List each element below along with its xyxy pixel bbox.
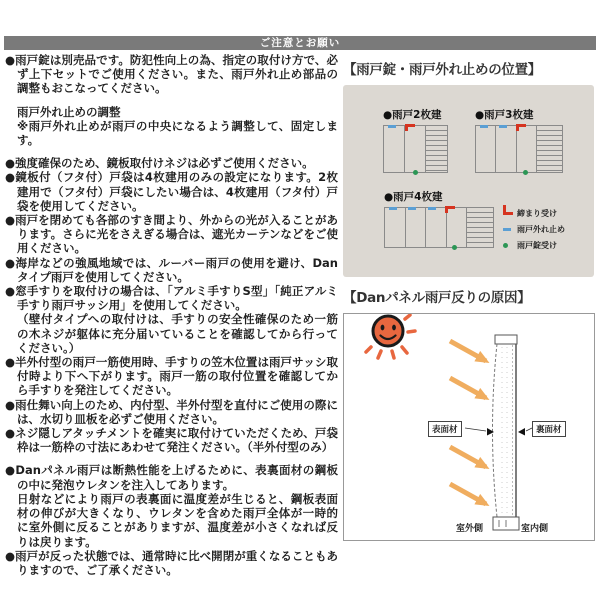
note-text: 日射などにより雨戸の表裏面に温度差が生じると、鋼板表面材の伸びが大きくなり、ウレタンを含めた雨戸全体が一時的に室外側に反ることがありますが、温度差が小さくなれば反りは戻ります。 bbox=[17, 491, 338, 549]
bullet-icon: ● bbox=[5, 548, 16, 563]
bullet-icon: ● bbox=[5, 255, 16, 270]
note-gap bbox=[5, 454, 338, 463]
note-text: 雨戸錠は別売品です。防犯性向上の為、指定の取付け方で、必ず上下セットでご使用ください。また、雨戸外れ止め部品の調整もおこなってください。 bbox=[15, 53, 338, 96]
shutter-panel bbox=[476, 126, 496, 172]
notice-header-title: ご注意とお願い bbox=[259, 37, 341, 49]
warp-section-title: 【Danパネル雨戸反りの原因】 bbox=[343, 290, 531, 306]
note-text: ネジ隠しアタッチメントを確実に取付けていただくため、戸袋枠は一筋枠の寸法にあわせて発注ください。（半外付型のみ） bbox=[15, 426, 338, 455]
shutter-diagram-3-panel bbox=[475, 107, 563, 173]
note-item bbox=[5, 426, 338, 454]
note-item bbox=[5, 170, 338, 213]
note-item bbox=[5, 119, 338, 147]
note-item bbox=[5, 549, 338, 577]
shutter-diagram-2-panel bbox=[383, 107, 448, 173]
indoor-side-label: 室内側 bbox=[521, 524, 549, 534]
note-text: 雨仕舞い向上のため、内付型、半外付型を直付にご使用の際には、水切り皿板を必ずご使用ください。 bbox=[15, 397, 338, 426]
note-gap bbox=[5, 147, 338, 156]
shutter-panel bbox=[405, 126, 426, 172]
note-text: 雨戸を閉めても各部のすき間より、外からの光が入ることがあります。さらに光をさえぎる場合は、遮光カーテンなどをご使用ください。 bbox=[15, 213, 338, 256]
lock-keeper-mark bbox=[452, 245, 457, 250]
position-section-title: 【雨戸錠・雨戸外れ止めの位置】 bbox=[343, 62, 541, 78]
legend-row bbox=[503, 221, 565, 237]
shutter-panel bbox=[406, 208, 427, 247]
detach-stopper-icon bbox=[503, 228, 517, 231]
note-item bbox=[5, 213, 338, 256]
lock-keeper-mark bbox=[523, 170, 528, 175]
shutter-case bbox=[537, 126, 562, 172]
bullet-icon: ● bbox=[5, 156, 16, 171]
note-item bbox=[5, 492, 338, 549]
bullet-icon: ● bbox=[5, 426, 16, 441]
back-material-label: 裏面材 bbox=[532, 421, 566, 437]
shutter-diagram-4-panel bbox=[384, 189, 494, 248]
note-gap bbox=[5, 96, 338, 105]
note-text: （壁付タイプへの取付けは、手すりの安全性確保のため一筋の木ネジが躯体に充分届いていることを確認してから行ってください。） bbox=[17, 312, 338, 355]
shutter-diagram-label: ●雨戸3枚建 bbox=[475, 109, 534, 121]
label-pointer-icons bbox=[465, 428, 532, 436]
shutter-panels bbox=[383, 125, 448, 173]
lock-keeper-mark bbox=[413, 170, 418, 175]
bullet-icon: ● bbox=[5, 355, 16, 370]
note-item bbox=[5, 398, 338, 426]
bullet-icon: ● bbox=[5, 397, 16, 412]
legend-row bbox=[503, 237, 565, 253]
note-text: 強度確保のため、鏡板取付けネジは必ずご使用ください。 bbox=[15, 156, 314, 171]
notice-header-bar bbox=[4, 36, 596, 50]
legend-row bbox=[503, 205, 565, 221]
notes-list bbox=[5, 53, 338, 577]
lock-keeper-icon bbox=[503, 243, 517, 248]
shutter-panel bbox=[384, 126, 405, 172]
shutter-panel bbox=[517, 126, 537, 172]
shutter-panel bbox=[385, 208, 406, 247]
note-text: 窓手すりを取付けの場合は、「アルミ手すりS型」「純正アルミ手すり雨戸サッシ用」を使用してください。 bbox=[15, 284, 338, 313]
latch-keeper-mark bbox=[445, 206, 455, 209]
legend-label: 雨戸外れ止め bbox=[517, 224, 565, 234]
sun-icon bbox=[366, 315, 415, 358]
shutter-panel bbox=[426, 208, 447, 247]
warp-diagram-box bbox=[343, 313, 595, 541]
outdoor-side-label: 室外側 bbox=[456, 524, 484, 534]
note-item bbox=[5, 312, 338, 355]
bullet-icon: ● bbox=[5, 53, 16, 67]
note-item bbox=[5, 53, 338, 96]
detach-stopper-mark bbox=[389, 207, 397, 210]
latch-keeper-mark bbox=[405, 124, 415, 127]
shutter-panels bbox=[475, 125, 563, 173]
latch-keeper-mark bbox=[516, 124, 526, 127]
legend-label: 雨戸錠受け bbox=[517, 240, 557, 250]
detach-stopper-mark bbox=[428, 207, 436, 210]
detach-stopper-mark bbox=[388, 125, 396, 128]
note-text: 海岸などの強風地域では、ルーバー雨戸の使用を避け、Danタイプ雨戸を使用してください。 bbox=[15, 255, 338, 284]
right-column bbox=[343, 58, 596, 541]
shutter-panel bbox=[496, 126, 516, 172]
shutter-panel bbox=[447, 208, 468, 247]
bullet-icon: ● bbox=[5, 284, 16, 299]
shutter-panel-section bbox=[493, 335, 520, 530]
note-text: 鏡板付（フタ付）戸袋は4枚建用のみの設定になります。2枚建用で（フタ付）戸袋にしたい場合は、4枚建用（フタ付）戸袋を使用してください。 bbox=[15, 170, 338, 213]
bullet-icon: ● bbox=[5, 463, 16, 478]
detach-stopper-mark bbox=[499, 125, 507, 128]
note-text: 雨戸が反った状態では、通常時に比べ開閉が重くなることもありますので、ご了承ください。 bbox=[15, 548, 338, 577]
note-item bbox=[5, 355, 338, 398]
bullet-icon: ● bbox=[5, 213, 16, 228]
shutter-diagram-label: ●雨戸2枚建 bbox=[383, 109, 442, 121]
bullet-icon: ● bbox=[5, 170, 16, 185]
shutter-case bbox=[467, 208, 493, 247]
note-item bbox=[5, 156, 338, 170]
note-text: 雨戸外れ止めの調整 bbox=[17, 104, 121, 119]
note-text: Danパネル雨戸は断熱性能を上げるために、表裏面材の鋼板の中に発泡ウレタンを注入してあります。 bbox=[15, 463, 338, 492]
front-material-label: 表面材 bbox=[428, 421, 462, 437]
detach-stopper-mark bbox=[408, 207, 416, 210]
note-text: ※雨戸外れ止めが雨戸の中央になるよう調整して、固定します。 bbox=[17, 118, 338, 148]
note-text: 半外付型の雨戸一筋使用時、手すりの笠木位置は雨戸サッシ取付時より下へ下がります。雨戸一筋の取付位置を確認してから手すりを発注してください。 bbox=[15, 355, 338, 398]
note-item bbox=[5, 284, 338, 312]
latch-keeper-icon bbox=[503, 212, 517, 215]
note-item bbox=[5, 256, 338, 284]
shutter-panels bbox=[384, 207, 494, 248]
note-item bbox=[5, 105, 338, 119]
legend bbox=[503, 205, 565, 253]
shutter-case bbox=[426, 126, 447, 172]
position-diagram-box bbox=[343, 85, 594, 277]
legend-label: 締まり受け bbox=[517, 208, 557, 218]
shutter-diagram-label: ●雨戸4枚建 bbox=[384, 191, 443, 203]
detach-stopper-mark bbox=[480, 125, 488, 128]
note-item bbox=[5, 463, 338, 491]
